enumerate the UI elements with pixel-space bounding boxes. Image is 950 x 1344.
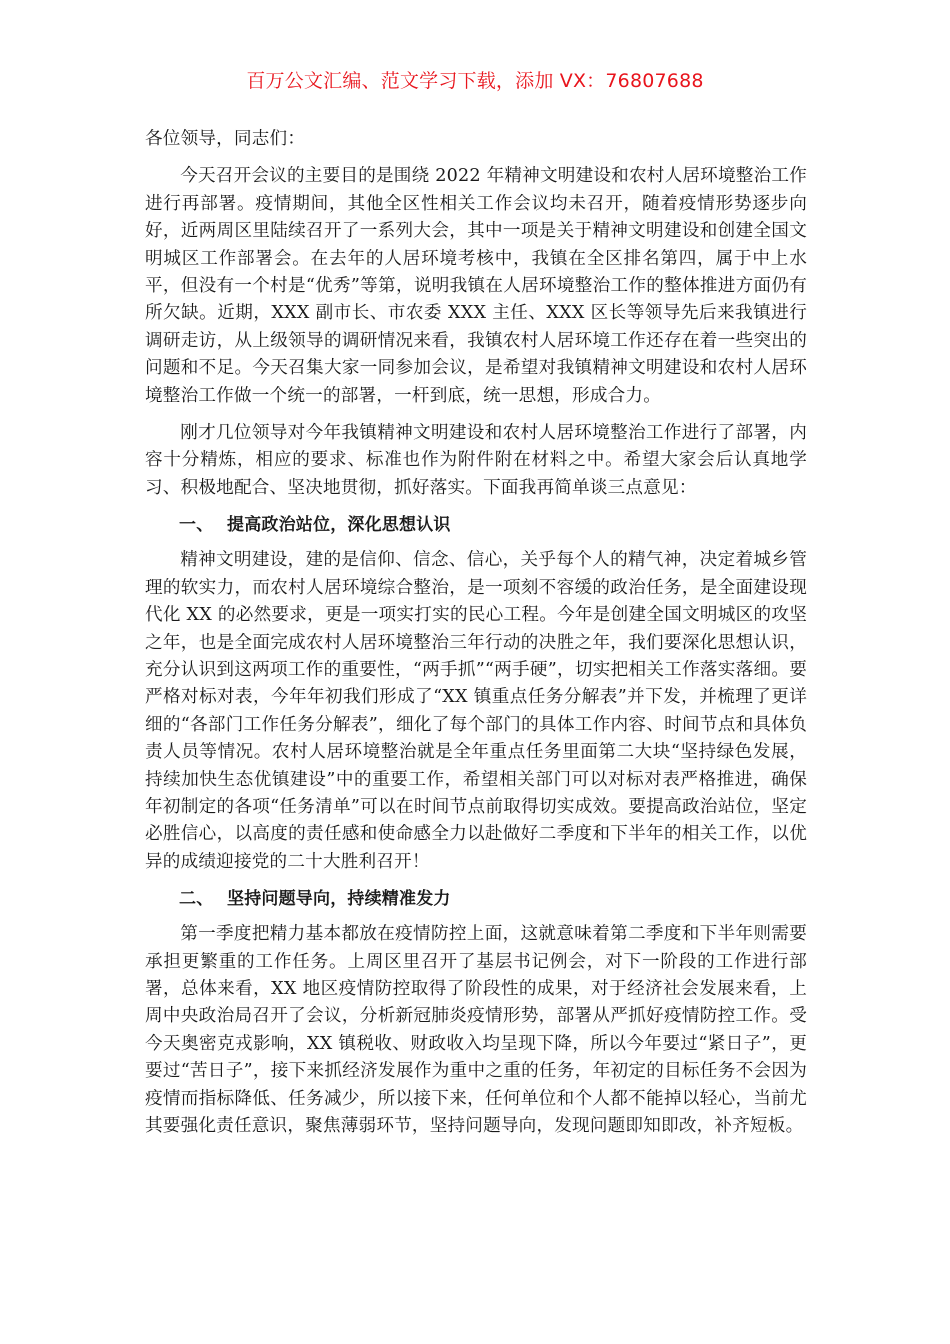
section-text-2: 第一季度把精力基本都放在疫情防控上面，这就意味着第二季度和下半年则需要承担更繁重的工作任务。上周区里召开了基层书记例会，对下一阶段的工作进行部署，总体来看，XX 地区疫情防控取得了阶段性的成果，对于经济社会发展来看，上周中央政治局召开了会议，分析新冠肺炎疫情形势，部署从严抓好疫情防控工作。受今天奥密克戎影响，XX 镇税收、财政收入均呈现下降，所以今年要过“紧日子”，更要过“苦日子”，接下来抓经济发展作为重中之重的任务，年初定的目标任务不会因为疫情而指标降低、任务减少，所以接下来，任何单位和个人都不能掉以轻心，当前尤其要强化责任意识，聚焦薄弱环节，坚持问题导向，发现问题即知即改，补齐短板。 (145, 924, 807, 1136)
section-title-2: 坚持问题导向，持续精准发力 (227, 889, 451, 910)
salutation: 各位领导，同志们： (145, 129, 306, 149)
paragraph-overview: 刚才几位领导对今年我镇精神文明建设和农村人居环境整治工作进行了部署，内容十分精炼，相应的要求、标准也作为附件附在材料之中。希望大家会后认真地学习、积极地配合、坚决地贯彻，抓好落实。下面我再简单谈三点意见： (145, 423, 807, 498)
section-number-2: 二、 (179, 889, 214, 910)
section-heading-2 (145, 886, 807, 913)
section-text-1: 精神文明建设，建的是信仰、信念、信心，关乎每个人的精气神，决定着城乡管理的软实力，而农村人居环境综合整治，是一项刻不容缓的政治任务，是全面建设现代化 XX 的必然要求，更是一项实打实的民心工程。今年是创建全国文明城区的攻坚之年，也是全面完成农村人居环境整治三年行动的决胜之年，我们要深化思想认识，充分认识到这两项工作的重要性，“两手抓”“两手硬”，切实把相关工作落实落细。要严格对标对表，今年年初我们形成了“XX 镇重点任务分解表”并下发，并梳理了更详细的“各部门工作任务分解表”，细化了每个部门的具体工作内容、时间节点和具体负责人员等情况。农村人居环境整治就是全年重点任务里面第二大块“坚持绿色发展，持续加快生态优镇建设”中的重要工作，希望相关部门可以对标对表严格推进，确保年初制定的各项“任务清单”可以在时间节点前取得切实成效。要提高政治站位，坚定必胜信心，以高度的责任感和使命感全力以赴做好二季度和下半年的相关工作，以优异的成绩迎接党的二十大胜利召开！ (145, 550, 807, 872)
paragraph-intro: 今天召开会议的主要目的是围绕 2022 年精神文明建设和农村人居环境整治工作进行再部署。疫情期间，其他全区性相关工作会议均未召开，随着疫情形势逐步向好，近两周区里陆续召开了一系列大会，其中一项是关于精神文明建设和创建全国文明城区工作部署会。在去年的人居环境考核中，我镇在全区排名第四，属于中上水平，但没有一个村是“优秀”等第，说明我镇在人居环境整治工作的整体推进方面仍有所欠缺。近期，XXX 副市长、市农委 XXX 主任、XXX 区长等领导先后来我镇进行调研走访，从上级领导的调研情况来看，我镇农村人居环境工作还存在着一些突出的问题和不足。今天召集大家一同参加会议，是希望对我镇精神文明建设和农村人居环境整治工作做一个统一的部署，一杆到底，统一思想，形成合力。 (145, 166, 807, 406)
section-heading-1 (145, 512, 807, 539)
section-number-1: 一、 (179, 515, 214, 536)
watermark-banner: 百万公文汇编、范文学习下载，添加 VX：76807688 (246, 70, 704, 92)
document-body (145, 126, 807, 1150)
section-title-1: 提高政治站位，深化思想认识 (227, 515, 451, 536)
